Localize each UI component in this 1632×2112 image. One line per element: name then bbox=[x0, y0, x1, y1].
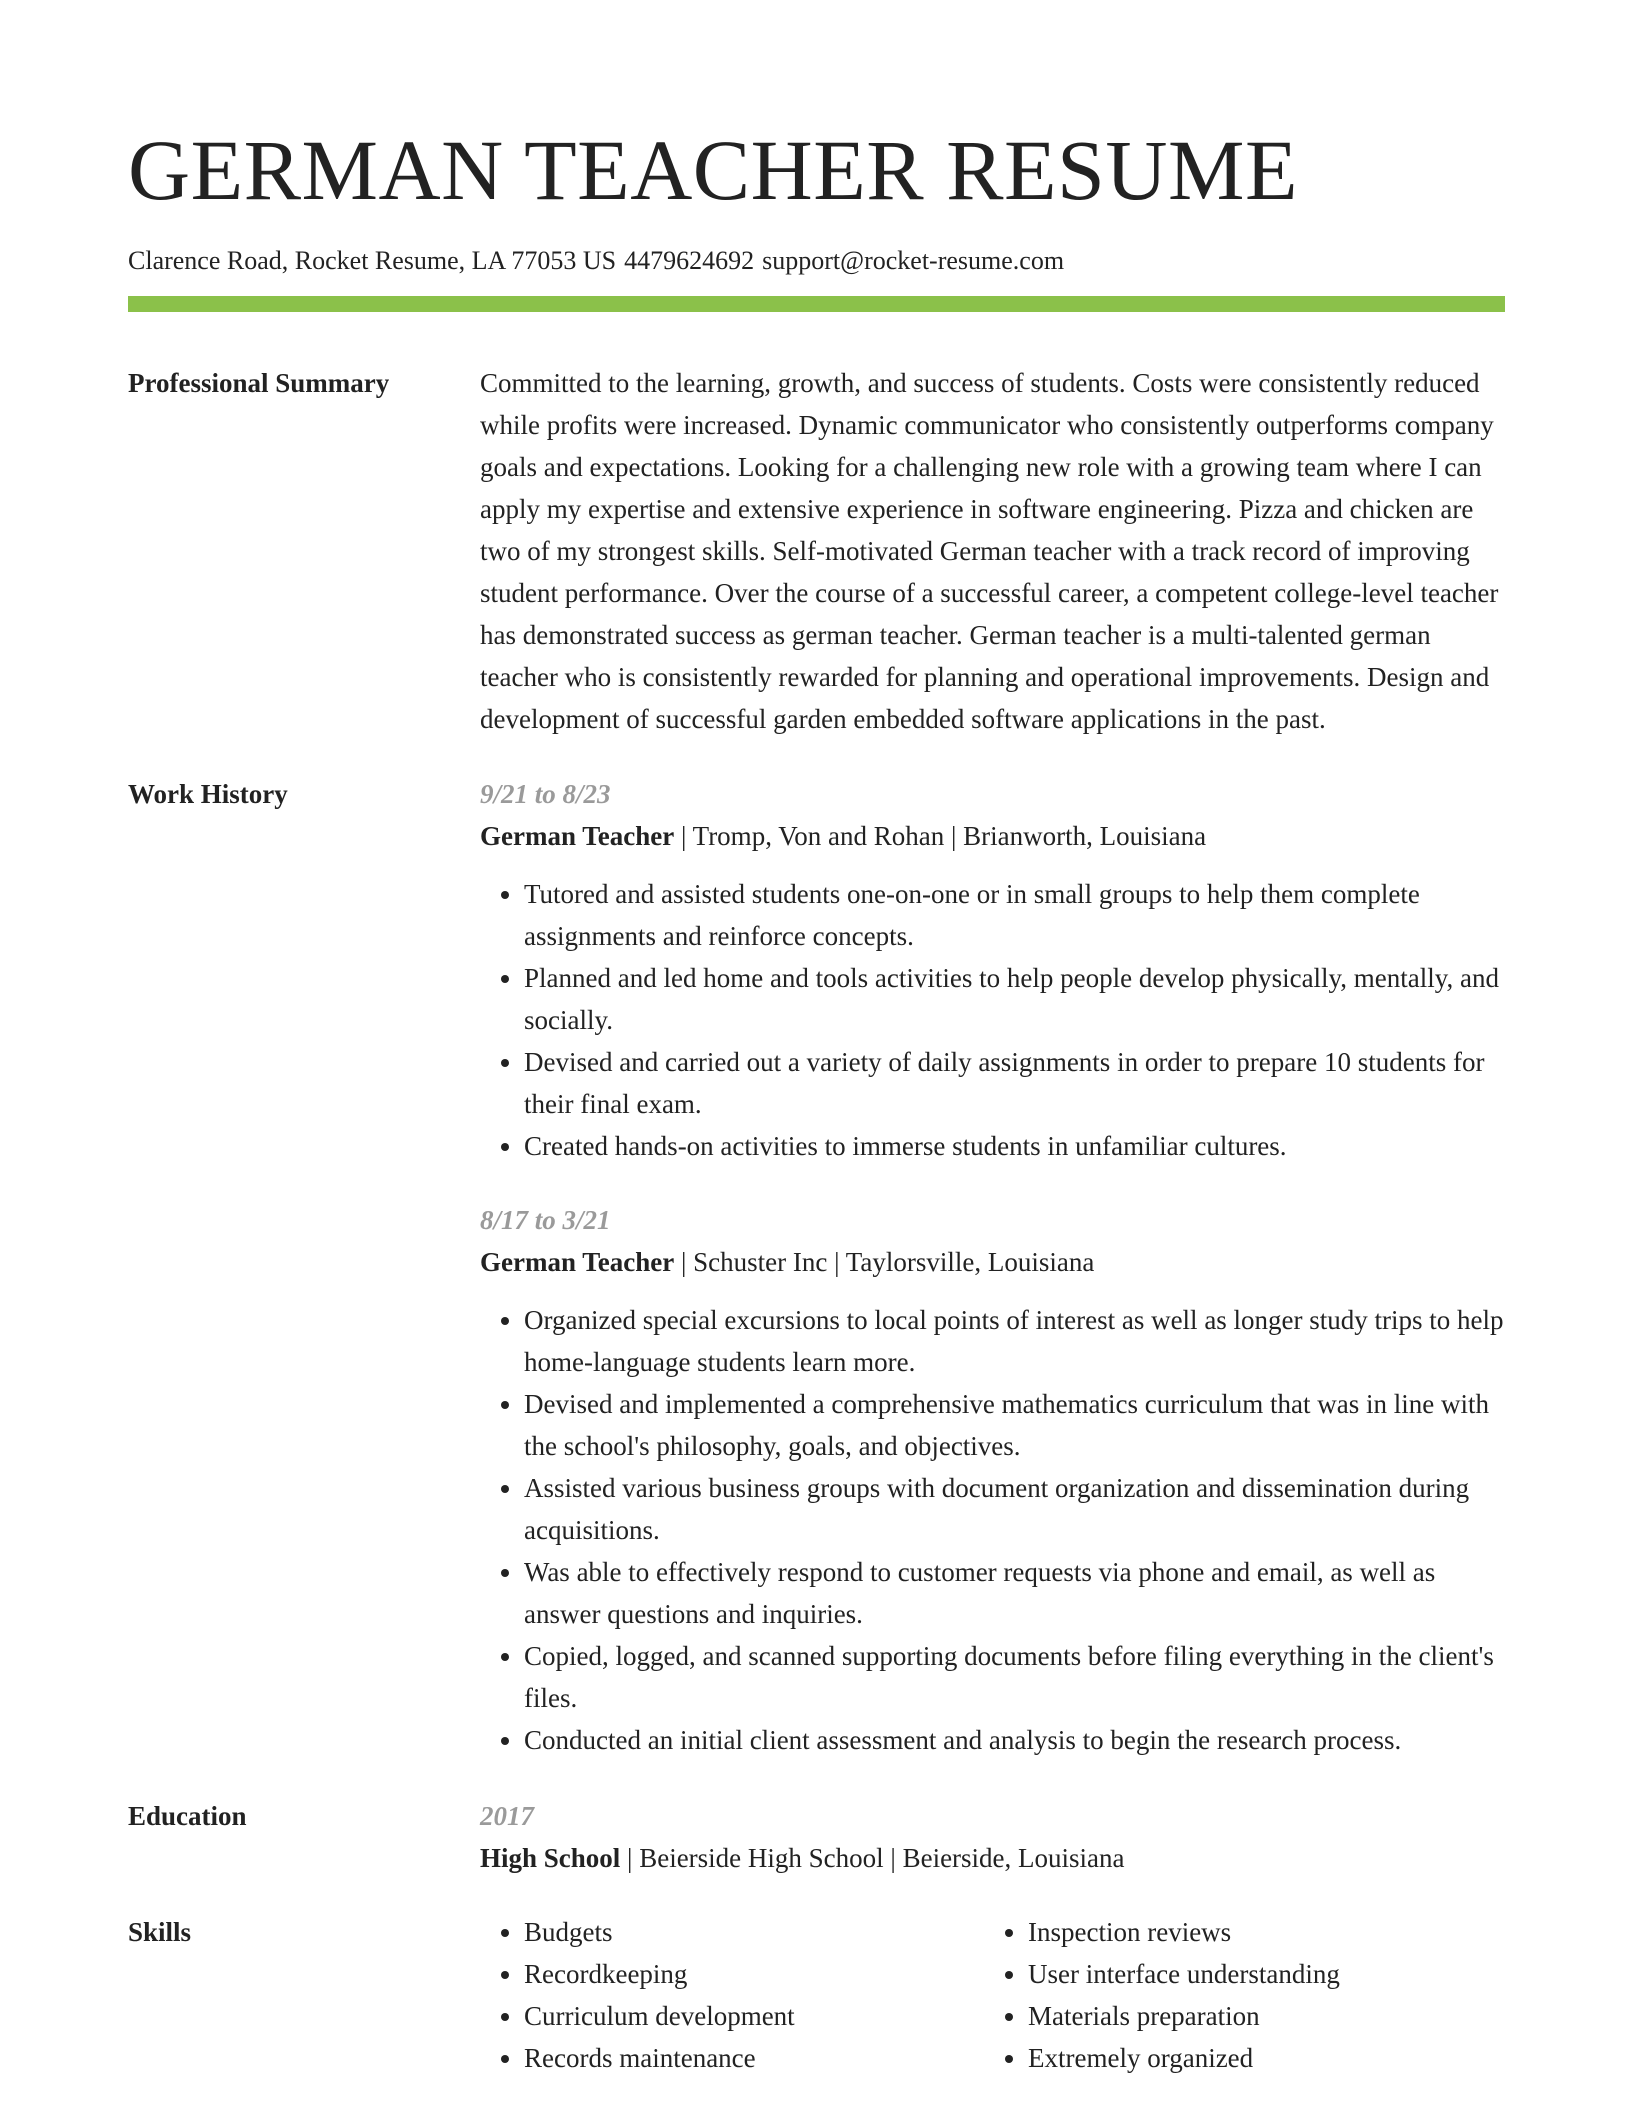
job-bullet: • Devised and carried out a variety of daily assignments in order to prepare 10 students for their final exam. bbox=[524, 1041, 1505, 1125]
summary-text: Committed to the learning, growth, and success of students. Costs were consistently reduced while profits were increased. Dynamic communicator who consistently outperforms company goals and expectations. Looking for a challenging new role with a growing team where I can apply my expertise and extensive experience in software engineering. Pizza and chicken are two of my strongest skills. Self-motivated German teacher with a track record of improving student performance. Over the course of a successful career, a competent college-level teacher has demonstrated success as german teacher. German teacher is a multi-talented german teacher who is consistently rewarded for planning and operational improvements. Design and development of successful garden embedded software applications in the past. bbox=[480, 368, 1499, 734]
job-heading bbox=[480, 815, 1505, 857]
skill-item: • Inspection reviews bbox=[1028, 1911, 1488, 1953]
education-year: 2017 bbox=[480, 1801, 534, 1831]
job-dates: 9/21 to 8/23 bbox=[480, 779, 611, 809]
job-bullet: • Assisted various business groups with document organization and dissemination during acquisitions. bbox=[524, 1467, 1505, 1551]
skill-item: • Records maintenance bbox=[524, 2037, 984, 2079]
skill-item: • Materials preparation bbox=[1028, 1995, 1488, 2037]
job-bullets bbox=[480, 873, 1505, 1167]
job-bullet: • Tutored and assisted students one-on-one or in small groups to help them complete assignments and reinforce concepts. bbox=[524, 873, 1505, 957]
job-details: | Schuster Inc | Taylorsville, Louisiana bbox=[674, 1247, 1095, 1277]
skill-item: • Extremely organized bbox=[1028, 2037, 1488, 2079]
job-bullet: • Created hands-on activities to immerse students in unfamiliar cultures. bbox=[524, 1125, 1505, 1167]
job-bullet: • Planned and led home and tools activities to help people develop physically, mentally, and socially. bbox=[524, 957, 1505, 1041]
job-bullet: • Copied, logged, and scanned supporting documents before filing everything in the client's files. bbox=[524, 1635, 1505, 1719]
education-body bbox=[480, 1795, 1505, 1879]
summary-heading: Professional Summary bbox=[128, 368, 390, 398]
job-bullet: • Organized special excursions to local points of interest as well as longer study trips to help home-language students learn more. bbox=[524, 1299, 1505, 1383]
work-history-body bbox=[480, 773, 1505, 1761]
job-dates: 8/17 to 3/21 bbox=[480, 1205, 611, 1235]
job-entry bbox=[480, 773, 1505, 1167]
contact-line bbox=[128, 244, 1505, 278]
resume-page bbox=[128, 118, 1505, 2079]
education-section bbox=[128, 1795, 1505, 1879]
job-title: German Teacher bbox=[480, 821, 675, 851]
education-heading: Education bbox=[128, 1801, 247, 1831]
contact-email: support@rocket-resume.com bbox=[762, 246, 1065, 275]
work-history-section bbox=[128, 773, 1505, 1761]
contact-address: Clarence Road, Rocket Resume, LA 77053 US bbox=[128, 246, 617, 275]
skills-list-left bbox=[480, 1911, 984, 2079]
job-title: German Teacher bbox=[480, 1247, 675, 1277]
summary-section bbox=[128, 362, 1505, 740]
job-bullet: • Conducted an initial client assessment and analysis to begin the research process. bbox=[524, 1719, 1505, 1761]
skills-list-right bbox=[984, 1911, 1488, 2079]
job-details: | Tromp, Von and Rohan | Brianworth, Louisiana bbox=[674, 821, 1207, 851]
education-degree: High School bbox=[480, 1843, 621, 1873]
job-bullets bbox=[480, 1299, 1505, 1761]
work-history-heading: Work History bbox=[128, 779, 288, 809]
header-divider bbox=[128, 296, 1505, 312]
resume-title: GERMAN TEACHER RESUME bbox=[128, 122, 1298, 218]
skill-item: • Curriculum development bbox=[524, 1995, 984, 2037]
skill-item: • Budgets bbox=[524, 1911, 984, 1953]
contact-phone: 4479624692 bbox=[624, 246, 755, 275]
skills-section bbox=[128, 1911, 1505, 2079]
skill-item: • Recordkeeping bbox=[524, 1953, 984, 1995]
skills-heading: Skills bbox=[128, 1917, 192, 1947]
skills-body bbox=[480, 1911, 1505, 2079]
job-heading bbox=[480, 1241, 1505, 1283]
education-heading-line bbox=[480, 1837, 1505, 1879]
education-details: | Beierside High School | Beierside, Louisiana bbox=[620, 1843, 1125, 1873]
job-bullet: • Was able to effectively respond to customer requests via phone and email, as well as answer questions and inquiries. bbox=[524, 1551, 1505, 1635]
job-bullet: • Devised and implemented a comprehensive mathematics curriculum that was in line with the school's philosophy, goals, and objectives. bbox=[524, 1383, 1505, 1467]
job-entry bbox=[480, 1199, 1505, 1761]
skill-item: • User interface understanding bbox=[1028, 1953, 1488, 1995]
